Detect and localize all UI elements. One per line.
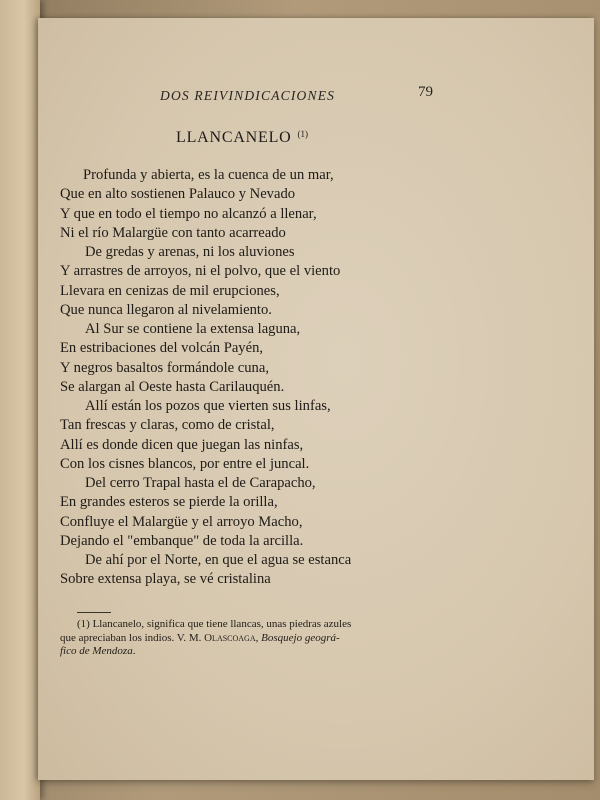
footnote-author: Olascoaga bbox=[204, 631, 256, 644]
footnote-line: (1) Llancanelo, significa que tiene llancas, unas piedras azules bbox=[77, 618, 352, 630]
page-number: 79 bbox=[418, 84, 433, 100]
poem-line: Confluye el Malargüe y el arroyo Macho, bbox=[60, 513, 303, 530]
poem-line: Y que en todo el tiempo no alcanzó a llenar, bbox=[60, 205, 317, 222]
poem-line: En estribaciones del volcán Payén, bbox=[60, 340, 264, 357]
poem-line: Dejando el "embanque" de toda la arcilla. bbox=[60, 532, 304, 549]
poem-line: En grandes esteros se pierde la orilla, bbox=[60, 494, 278, 511]
poem-line: Al Sur se contiene la extensa laguna, bbox=[85, 321, 301, 337]
footnote-divider bbox=[77, 612, 111, 613]
running-head: DOS REIVINDICACIONES bbox=[160, 88, 336, 103]
footnote-line bbox=[60, 632, 470, 646]
poem-line: Se alargan al Oeste hasta Carilauquén. bbox=[60, 378, 285, 395]
poem-line: De ahí por el Norte, en que el agua se estanca bbox=[85, 552, 352, 568]
poem-line: Que en alto sostienen Palauco y Nevado bbox=[60, 186, 296, 203]
poem-line: Sobre extensa playa, se vé cristalina bbox=[60, 571, 271, 588]
footnote-work-title: Bosquejo geográ- bbox=[261, 631, 340, 644]
poem-line: Allí están los pozos que vierten sus linfas, bbox=[85, 398, 331, 414]
poem-line: De gredas y arenas, ni los aluviones bbox=[85, 244, 295, 260]
footnote-text: que apreciaban los indios. V. M. bbox=[60, 631, 205, 644]
footnote-line bbox=[60, 645, 470, 659]
poem-title-text: LLANCANELO bbox=[176, 129, 292, 146]
footnote-punct: , bbox=[255, 631, 262, 644]
footnote-work-title: fico de Mendoza bbox=[60, 645, 133, 657]
poem-line: Allí es donde dicen que juegan las ninfas, bbox=[60, 436, 304, 453]
poem-line: Con los cisnes blancos, por entre el juncal. bbox=[60, 455, 310, 472]
poem-line: Y arrastres de arroyos, ni el polvo, que el viento bbox=[60, 263, 341, 280]
facing-page-edge bbox=[0, 0, 40, 800]
footnote-reference: (1) bbox=[297, 129, 309, 139]
poem-line: Tan frescas y claras, como de cristal, bbox=[60, 417, 275, 434]
footnote bbox=[60, 618, 470, 659]
poem-line: Del cerro Trapal hasta el de Carapacho, bbox=[85, 475, 316, 491]
footnote-punct: . bbox=[132, 645, 136, 657]
poem-line: Y negros basaltos formándole cuna, bbox=[60, 359, 269, 376]
poem-body bbox=[60, 166, 520, 590]
poem-title bbox=[176, 129, 308, 147]
poem-line: Profunda y abierta, es la cuenca de un mar, bbox=[83, 167, 334, 183]
poem-line: Que nunca llegaron al nivelamiento. bbox=[60, 301, 272, 318]
poem-line: Ni el río Malargüe con tanto acarreado bbox=[60, 224, 286, 241]
poem-line: Llevara en cenizas de mil erupciones, bbox=[60, 282, 280, 299]
